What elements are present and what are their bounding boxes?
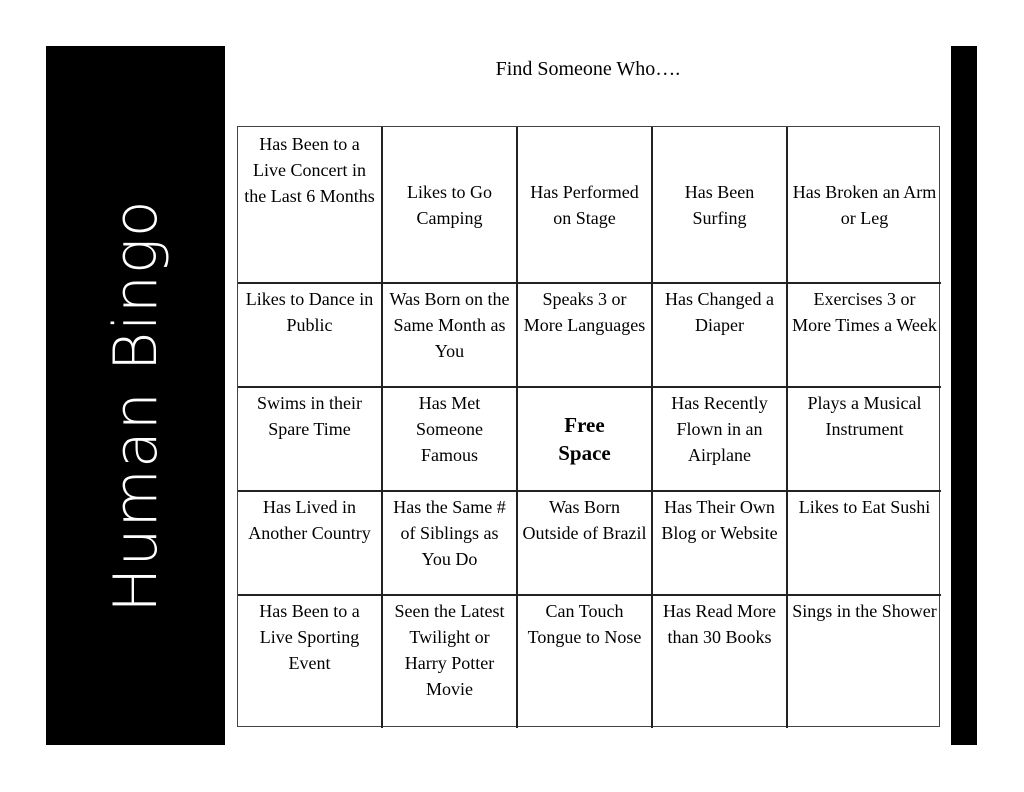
bingo-cell: Has Broken an Arm or Leg <box>788 127 941 284</box>
bingo-cell: Sings in the Shower <box>792 601 937 621</box>
slide <box>46 46 977 745</box>
bingo-cell: Has Read More than 30 Books <box>653 596 788 728</box>
free-space-cell: Free Space <box>518 388 653 492</box>
bingo-sheet <box>225 46 951 745</box>
bingo-cell: Seen the Latest Twilight or Harry Potter Movie <box>383 596 518 728</box>
bingo-cell: Has Changed a Diaper <box>653 284 788 388</box>
bingo-cell: Likes to Eat Sushi <box>788 492 941 596</box>
bingo-cell: Swims in their Spare Time <box>238 388 383 492</box>
bingo-cell: Likes to Dance in Public <box>238 284 383 388</box>
bingo-cell: Was Born Outside of Brazil <box>518 492 653 596</box>
bingo-cell: Has Met Someone Famous <box>383 388 518 492</box>
bingo-cell: Likes to Go Camping <box>383 127 518 284</box>
bingo-cell: Can Touch Tongue to Nose <box>518 596 653 728</box>
bingo-cell: Speaks 3 or More Languages <box>518 284 653 388</box>
bingo-cell: Has Been to a Live Concert in the Last 6 Months <box>238 127 383 284</box>
bingo-cell: Has Recently Flown in an Airplane <box>653 388 788 492</box>
bingo-cell: Has Performed on Stage <box>518 127 653 284</box>
bingo-cell: Was Born on the Same Month as You <box>383 284 518 388</box>
bingo-grid <box>237 126 940 727</box>
bingo-cell: Has the Same # of Siblings as You Do <box>383 492 518 596</box>
slide-title: Human Bingo <box>101 199 171 613</box>
bingo-cell: Has Been to a Live Sporting Event <box>238 596 383 728</box>
bingo-cell: Plays a Musical Instrument <box>788 388 941 492</box>
sheet-heading: Find Someone Who…. <box>495 58 681 80</box>
side-panel <box>46 46 225 745</box>
bingo-cell: Has Been Surfing <box>653 127 788 284</box>
bingo-cell: Exercises 3 or More Times a Week <box>788 284 941 388</box>
bingo-cell: Has Lived in Another Country <box>238 492 383 596</box>
bingo-cell: Has Their Own Blog or Website <box>653 492 788 596</box>
